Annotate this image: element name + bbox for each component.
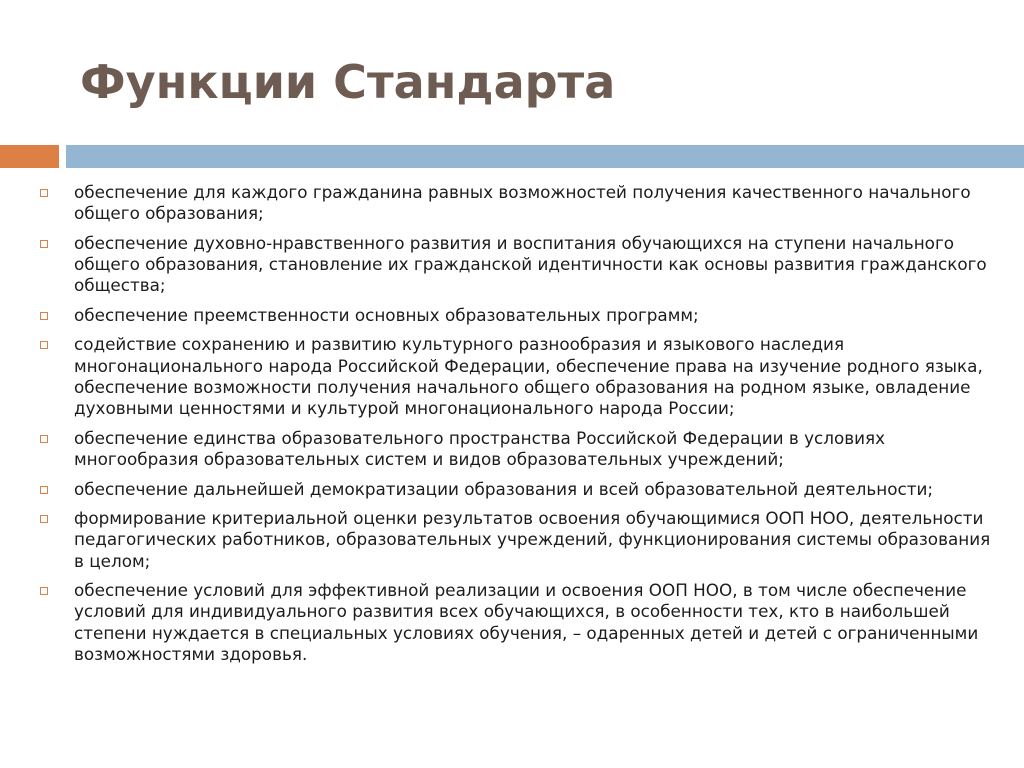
hollow-square-icon (40, 189, 48, 197)
bullet-item-1 (40, 182, 995, 225)
bullet-item-2 (40, 233, 995, 297)
hollow-square-icon (40, 240, 48, 248)
bullet-item-7 (40, 508, 995, 572)
bullet-text: обеспечение для каждого гражданина равных возможностей получения качественного начального общего образования; (74, 182, 971, 224)
bullet-text: обеспечение духовно-нравственного развития и воспитания обучающихся на ступени начального общего образования, становление их гражданской идентичности как основы развития гражданского общества; (74, 232, 987, 296)
title-rule-bar (66, 145, 1024, 168)
bullet-item-6 (40, 479, 995, 500)
bullet-item-5 (40, 428, 995, 471)
bullet-text: обеспечение преемственности основных образовательных программ; (74, 304, 699, 325)
hollow-square-icon (40, 515, 48, 523)
hollow-square-icon (40, 312, 48, 320)
bullet-text: обеспечение единства образовательного пространства Российской Федерации в условиях многообразия образовательных систем и видов образовательных учреждений; (74, 427, 886, 470)
hollow-square-icon (40, 435, 48, 443)
bullet-text: содействие сохранению и развитию культурного разнообразия и языкового наследия многонационального народа Российской Федерации, обеспечение права на изучение родного языка, обеспечение возможности получения начального общего образования на родном языке, овладение духовными ценностями и культурой многонационального народа России; (74, 334, 983, 419)
bullet-text: формирование критериальной оценки результатов освоения обучающимися ООП НОО, деятельности педагогических работников, образовательных учреждений, функционирования системы образования в целом; (74, 507, 991, 571)
bullet-text: обеспечение условий для эффективной реализации и освоения ООП НОО, в том числе обеспечение условий для индивидуального развития всех обучающихся, в особенности тех, кто в наибольшей степени нуждается в специальных условиях обучения, – одаренных детей и детей с ограниченными возможностями здоровья. (74, 580, 979, 664)
bullet-list (40, 182, 995, 673)
bullet-item-4 (40, 334, 995, 419)
bullet-item-3 (40, 305, 995, 326)
slide-title: Функции Стандарта (80, 55, 616, 109)
bullet-item-8 (40, 580, 995, 665)
bullet-text: обеспечение дальнейшей демократизации образования и всей образовательной деятельности; (74, 478, 934, 499)
accent-bar (0, 145, 59, 168)
hollow-square-icon (40, 341, 48, 349)
hollow-square-icon (40, 486, 48, 494)
hollow-square-icon (40, 587, 48, 595)
